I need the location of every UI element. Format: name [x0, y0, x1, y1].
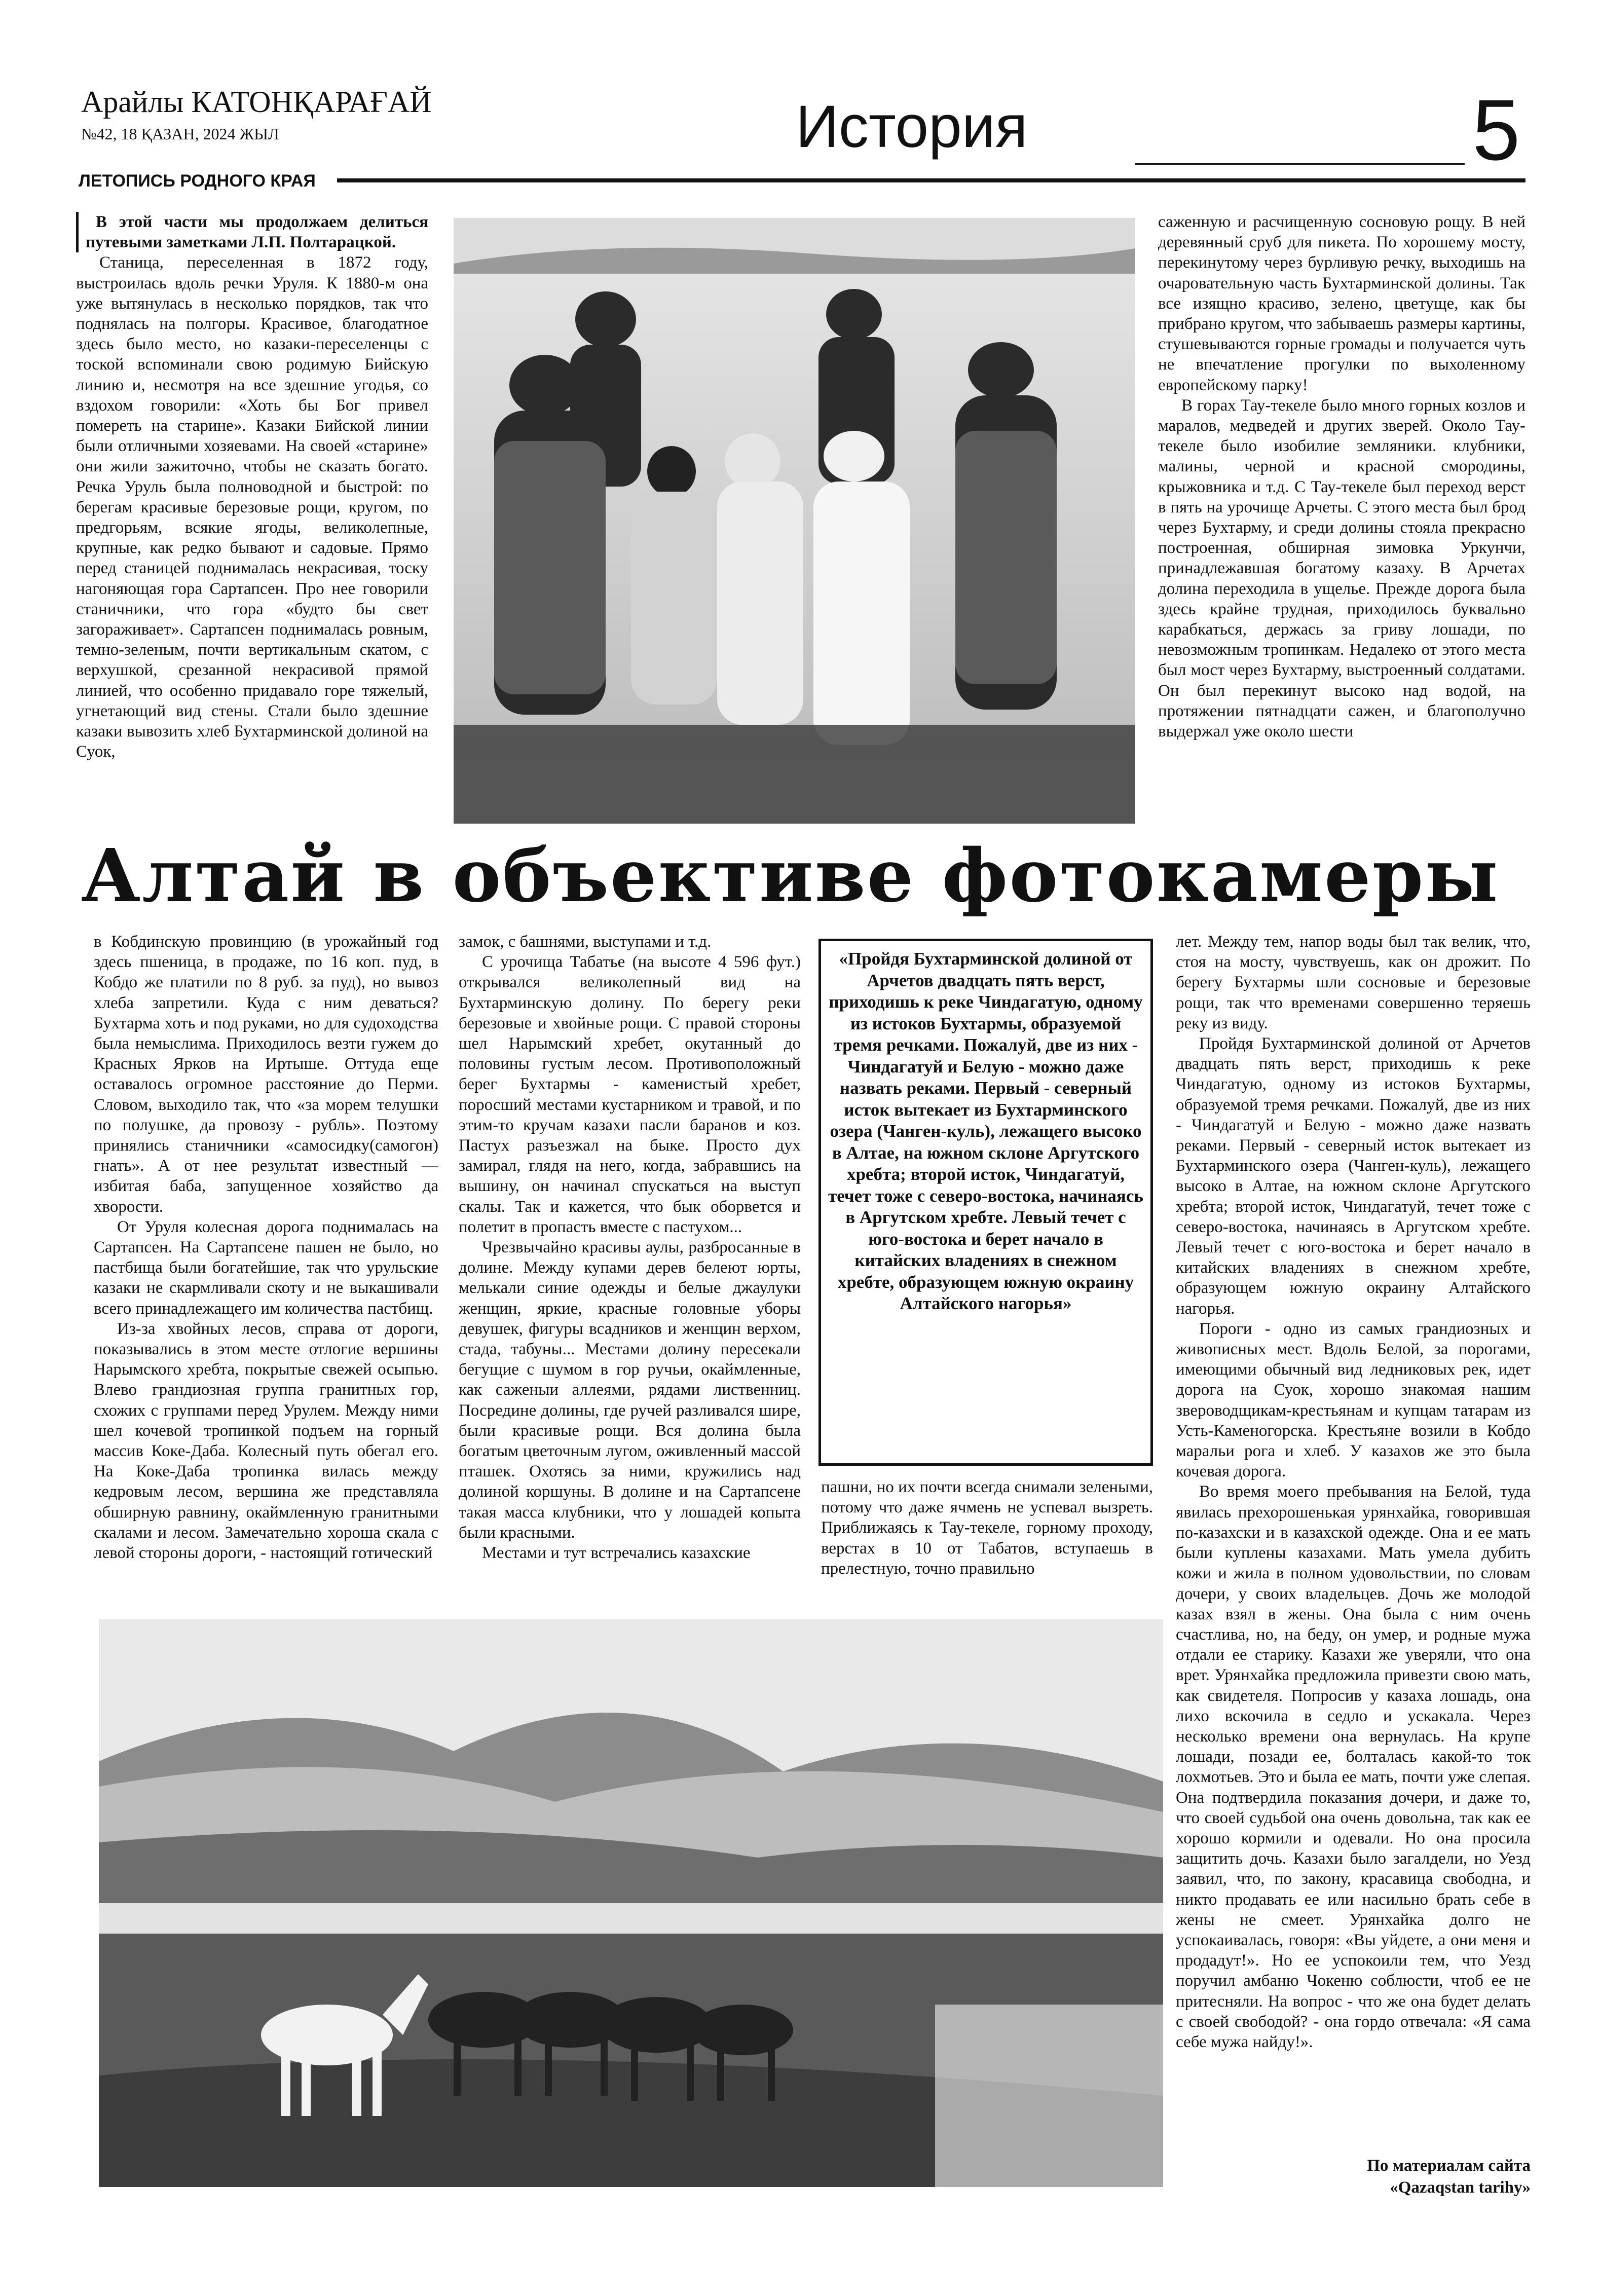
intro-paragraph: В этой части мы продолжаем делиться путевыми заметками Л.П. Полтарацкой.: [76, 212, 428, 252]
group-portrait-image: [454, 218, 1135, 824]
paragraph: пашни, но их почти всегда снимали зелеными, потому что даже ячмень не успевал вызреть. Приближаясь к Тау-текеле, горному проходу, верстах в 10 от Табатов, вступаешь в прелестную, точно правильно: [821, 1478, 1153, 1578]
paragraph: С урочища Табатье (на высоте 4 596 фут.) открывался великолепный вид на Бухтарминскую долину. По берегу реки березовые и хвойные рощи. С правой стороны шел Нарымский хребет, окутанный до половины густым лесом. Противоположный берег Бухтармы - каменистый хребет, поросший местами кустарником и травой, и по этим-то кручам казахи пасли баранов и коз. Пастух разъезжал на быке. Просто дух замирал, глядя на него, когда, забравшись на вышину, он начинал спускаться на выступ скалы. Так и кажется, что бык оборвется и полетит в пропасть вместе с пастухом...: [459, 953, 801, 1236]
paragraph: в Кобдинскую провинцию (в урожайный год здесь пшеница, в продаже, по 16 коп. пуд, в Кобдо же платили по 8 руб. за пуд), но вывоз хлеба запретили. Куда с ним деваться? Бухтарма хоть и под руками, но для судоходства была немыслима. Приходилось везти гужем до Красных Ярков на Иртыше. Оттуда еще оставалось огромное расстояние до Перми. Словом, выходило так, что «за морем телушки по полушке, да провозу - рубль». Поэтому принялись станичники «самосидку(самогон) гнать». А от нее результат известный — избитая баба, запущенное хозяйство да хворости.: [94, 933, 438, 1216]
column-2-middle: [459, 932, 801, 1590]
header-rule-right: [1135, 163, 1465, 165]
paragraph: саженную и расчищенную сосновую рощу. В ней деревянный сруб для пикета. По хорошему мосту, перекинутому через бурливую речку, выходишь на очаровательную часть Бухтарминской долины. Так все изящно красиво, зелено, цветуще, как бы прибрано кругом, что забываешь размеры картины, стушевываются горные громады и получается чуть не впечатление прогулки по выхоленному европейскому парку!: [1158, 213, 1525, 394]
column-3-continuation: [821, 1477, 1153, 1581]
masthead-paper-title: Арайлы КАТОНҚАРАҒАЙ: [81, 85, 432, 119]
column-1-top: [76, 212, 428, 823]
paragraph: Пороги - одно из самых грандиозных и живописных мест. Вдоль Белой, за порогами, имеющими обычный вид ледниковых рек, идет дорога на Суок, хорошо знакомая нашим звероводщикам-крестьянам и купцам татарам из Усть-Каменогорска. Крестьяне возили в Кобдо маральи рога и хлеб. У казахов же это была кочевая дорога.: [1176, 1319, 1531, 1481]
column-1-middle: [94, 932, 438, 1614]
article-headline: Алтай в объективе фотокамеры: [81, 833, 1500, 918]
column-4-main: [1176, 932, 1531, 2153]
source-credit-line-1: По материалам сайта: [1367, 2157, 1531, 2175]
paragraph: Чрезвычайно красивы аулы, разбросанные в долине. Между купами дерев белеют юрты, мелькали синие одежды и белые джаулуки женщин, яркие, красные головные уборы девушек, фигуры всадников и женщин верхом, стада, табуны... Местами долину пересекали бегущие с шумом в гор ручьи, окаймленные, как саженыи аллеями, рядами лиственниц. Посредине долины, где ручей разливался шире, были красивые рощи. Вся долина была богатым цветочным лугом, оживленный массой пташек. Охотясь за ними, кружились над долиной коршуны. В долине и на Сартапсене такая масса клубники, что у лошадей копыта были красными.: [459, 1238, 801, 1542]
paragraph: лет. Между тем, напор воды был так велик, что, стоя на мосту, чувствуешь, как он дрожит. По берегу Бухтармы шли сосновые и березовые рощи, так что временами совершенно теряешь реку из виду.: [1176, 933, 1531, 1032]
paragraph: Во время моего пребывания на Белой, туда явилась прехорошенькая урянхайка, говорившая по-казахски и в казахской одежде. Она и ее мать были куплены казахами. Мать умела дубить кожи и жила в полном удовольствии, по словам дочери, у своих владельцев. Дочь же молодой казах взял в жены. Она была с ним очень счастлива, но, на беду, он умер, и родные мужа отдали ее старику. Казахи же уверяли, что она врет. Урянхайка предложила привезти свою мать, как свидетеля. Попросив у казаха лошадь, она лихо вскочила в седло и ускакала. Через несколько времени она вернулась. На крупе лошади, позади ее, болталась какой-то ток лохмотьев. Это и была ее мать, почти уже слепая. Она подтвердила показания дочери, и даже то, что своей судьбой она очень довольна, так как ее хорошо кормили и одевали. Но она просила защитить дочь. Казахи было загалдели, но Уезд заявил, что, по закону, красавица свободна, и никто продавать ее или насильно брать себе в жены не смеет. Урянхайка долго не успокаивалась, говоря: «Вы уйдете, а они меня и продадут!». Но ее успокоили тем, что Уезд поручил амбаню Чокеню соблюсти, чтоб ее не притесняли. На вопрос - что же она будет делать с своей свободой? - она гордо отвечала: «Я сама себе мужа найду!».: [1176, 1483, 1531, 2051]
page-number: 5: [1472, 82, 1520, 178]
source-credit-line-2: «Qazaqstan tarihy»: [1390, 2178, 1531, 2197]
paragraph: Станица, переселенная в 1872 году, выстроилась вдоль речки Уруля. К 1880-м она уже вытянулась в несколько порядков, так что поднялась на полгоры. Красивое, благодатное здесь было место, но казаки-переселенцы с тоской вспоминали свою родимую Бийскую линию и, несмотря на все здешние угодья, со вздохом говорили: «Хоть бы Бог привел помереть на старине». Казаки Бийской линии были отличными хозяевами. На своей «старине» они жили зажиточно, чтобы не сказать богато. Речка Уруль была полноводной и быстрой: по берегам красивые березовые рощи, кругом, по предгорьям, всякие ягоды, великолепные, крупные, как редко бывают и садовые. Прямо перед станицей поднималась некрасивая, тоску нагоняющая гора Сартапсен. Про нее говорили станичники, что гора «будто бы свет загораживает». Сартапсен поднималась ровным, темно-зеленым, почти вертикальным скатом, с верхушкой, срезанной некрасивой прямой линией, что особенно придавало горе тяжелый, угнетающий вид стены. Стали было здешние казаки вывозить хлеб Бухтарминской долиной на Суок,: [76, 253, 428, 761]
masthead-issue: №42, 18 ҚАЗАН, 2024 ЖЫЛ: [81, 125, 279, 143]
paragraph: замок, с башнями, выступами и т.д.: [459, 933, 712, 951]
paragraph: Из-за хвойных лесов, справа от дороги, показывались в этом месте отлогие вершины Нарымского хребта, покрытые свежей осыпью. Влево грандиозная группа гранитных гор, схожих с группами перед Урулем. Между ними шел кочевой тропинкой подъем на горный массив Коке-Даба. Колесный путь обегал его. На Коке-Даба тропинка вилась между кедровым лесом, вершина же представляла обширную равнину, окаймленную гранитными скалами и лесом. Замечательно хороша скала с левой стороны дороги, - настоящий готический: [94, 1319, 438, 1563]
paragraph: От Уруля колесная дорога поднималась на Сартапсен. На Сартапсене пашен не было, но пастбища были богатейшие, так что урульские казаки не скармливали скоту и не выкашивали всего принадлежащего им количества пастбищ.: [94, 1217, 438, 1318]
landscape-horses-photo: [99, 1619, 1163, 2187]
paragraph: Пройдя Бухтарминской долиной от Арчетов двадцать пять верст, приходишь к реке Чиндагатую, одному из истоков Бухтармы, образуемой тремя речками. Пожалуй, две из них - Чиндагатуй и Белую - можно даже назвать реками. Первый - северный исток вытекает из Бухтарминского озера (Чанген-куль), лежащего высоко в Алтае, на южном склоне Аргутского хребта; второй исток, Чиндагатуй, течет тоже с северо-востока, начинаясь в Аргутском хребте. Левый течет с юго-востока и берет начало в китайских владениях в снежном хребте, образующем южную окраину Алтайского нагорья.: [1176, 1034, 1531, 1318]
rubric-rule: [337, 178, 1525, 182]
pull-quote-box: [818, 939, 1153, 1466]
section-title: История: [796, 93, 1028, 160]
landscape-image: [99, 1619, 1163, 2187]
pull-quote-text: «Пройдя Бухтарминской долиной от Арчетов двадцать пять верст, приходишь к реке Чиндагатую, одному из истоков Бухтармы, образуемой тремя речками. Пожалуй, две из них - Чиндагатуй и Белую - можно даже назвать реками. Первый - северный исток вытекает из Бухтарминского озера (Чанген-куль), лежащего высоко в Алтае, на южном склоне Аргутского хребта; второй исток, Чиндагатуй, течет тоже с северо-востока, начинаясь в Аргутском хребте. Левый течет с юго-востока и берет начало в китайских владениях в снежном хребте, образующем южную окраину Алтайского нагорья»: [828, 949, 1143, 1313]
paragraph: В горах Тау-текеле было много горных козлов и маралов, медведей и других зверей. Около Тау-текеле было изобилие земляники. клубники, малины, черной и красной смородины, крыжовника и т.д. С Тау-текеле был переход верст в пять на урочище Арчеты. С этого места был брод через Бухтарму, и среди долины стояла прекрасно построенная, обширная зимовка Уркунчи, принадлежавшая богатому казаху. В Арчетах долина переходила в ущелье. Прежде дорога была здесь крайне трудная, приходилось буквально карабкаться, держась за гриву лошади, по невозможным тропинкам. Недалеко от этого места был мост через Бухтарму, выстроенный солдатами. Он был перекинут высоко над водой, на протяжении пятнадцати сажен, и благополучно выдержал уже около шести: [1158, 396, 1525, 741]
group-portrait-photo: [454, 218, 1135, 824]
column-4-top: [1158, 212, 1525, 823]
rubric-label: ЛЕТОПИСЬ РОДНОГО КРАЯ: [79, 171, 316, 191]
paragraph: Местами и тут встречались казахские: [482, 1544, 751, 1563]
